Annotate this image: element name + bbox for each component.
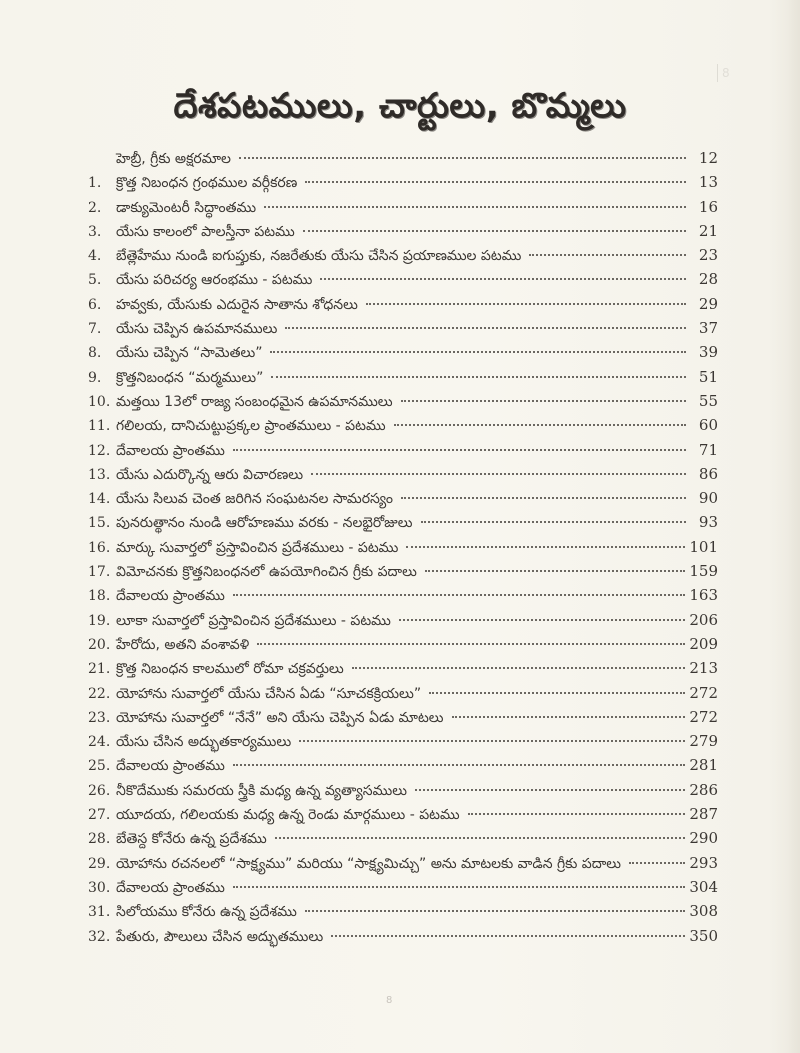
toc-entry-page-number: 60 [698, 416, 718, 435]
toc-entry-page-number: 93 [698, 513, 718, 532]
toc-entry-page-number: 23 [698, 246, 718, 265]
toc-entry-title: క్రొత్త నిబంధన కాలములో రోమా చక్రవర్తులు [116, 661, 344, 678]
dot-leader [320, 266, 686, 280]
footer-page-mark: 8 [386, 995, 393, 1006]
toc-entry-page-number: 101 [689, 537, 718, 556]
toc-entry-title: హేరోదు, అతని వంశావళి [116, 636, 250, 653]
toc-entry-page-number: 163 [689, 586, 718, 605]
toc-entry-title: యేసు ఎదుర్కొన్న ఆరు విచారణలు [116, 466, 304, 483]
dot-leader [629, 850, 685, 864]
toc-entry[interactable] [88, 170, 718, 194]
bleed-header-page-number: 8 [722, 66, 730, 80]
dot-leader [366, 291, 686, 305]
toc-entry[interactable] [88, 219, 718, 243]
toc-entry[interactable] [88, 583, 718, 607]
page-edge-shadow [788, 0, 800, 1053]
toc-entry[interactable] [88, 778, 718, 802]
dot-leader [352, 655, 686, 669]
toc-entry-page-number: 37 [698, 319, 718, 338]
toc-entry-page-number: 13 [698, 173, 718, 192]
dot-leader [425, 558, 685, 572]
toc-entry-title: గలిలయ, దానిచుట్టుప్రక్కల ప్రాంతములు - పటము [116, 418, 386, 435]
dot-leader [233, 752, 685, 766]
dot-leader [415, 777, 685, 791]
toc-entry-title: క్రొత్త నిబంధన గ్రంథముల వర్గీకరణ [116, 175, 298, 192]
toc-entry-title: మత్తయి 13లో రాజ్య సంబంధమైన ఉపమానములు [116, 393, 393, 410]
toc-entry-number: 28. [88, 831, 111, 848]
toc-entry[interactable] [88, 705, 718, 729]
dot-leader [233, 437, 686, 451]
toc-entry-number: 21. [88, 661, 111, 678]
toc-entry-number: 10. [88, 393, 111, 410]
dot-leader [270, 339, 686, 353]
toc-entry-page-number: 304 [689, 877, 718, 896]
toc-entry-number: 25. [88, 758, 111, 775]
toc-entry-page-number: 28 [698, 270, 718, 289]
toc-entry[interactable] [88, 851, 718, 875]
dot-leader [311, 461, 686, 475]
toc-entry[interactable] [88, 681, 718, 705]
dot-leader [429, 680, 685, 694]
toc-entry-page-number: 51 [698, 367, 718, 386]
toc-entry[interactable] [88, 438, 718, 462]
toc-entry-page-number: 209 [689, 634, 718, 653]
toc-entry-page-number: 71 [698, 440, 718, 459]
toc-entry-number: 20. [88, 636, 111, 653]
toc-entry-page-number: 213 [689, 659, 718, 678]
toc-entry-title: దేవాలయ ప్రాంతము [116, 758, 225, 775]
toc-entry-page-number: 281 [689, 756, 718, 775]
toc-entry-number: 6. [88, 296, 102, 313]
toc-entry-title: యేసు చెప్పిన “సామెతలు” [116, 345, 263, 362]
toc-entry-number: 12. [88, 442, 111, 459]
toc-entry-title: దేవాలయ ప్రాంతము [116, 879, 225, 896]
toc-entry-title: బేతెస్ద కోనేరు ఉన్న ప్రదేశము [116, 831, 267, 848]
dot-leader [401, 388, 686, 402]
toc-entry[interactable] [88, 316, 718, 340]
toc-entry-page-number: 272 [689, 683, 718, 702]
toc-entry-number: 24. [88, 734, 111, 751]
toc-entry-number: 27. [88, 807, 111, 824]
toc-entry-number: 15. [88, 515, 111, 532]
toc-entry-number: 16. [88, 539, 111, 556]
toc-entry-title: యేసు చెప్పిన ఉపమానములు [116, 321, 278, 338]
toc-entry-title: విమోచనకు క్రొత్తనిబంధనలో ఉపయోగించిన గ్రీకు పదాలు [116, 564, 417, 581]
toc-entry-title: పునరుత్థానం నుండి ఆరోహణము వరకు - నలభైరోజులు [116, 515, 413, 532]
toc-entry[interactable] [88, 875, 718, 899]
toc-entry-title: హెబ్రీ, గ్రీకు అక్షరమాల [116, 151, 231, 167]
dot-leader [421, 509, 687, 523]
toc-entry-number: 14. [88, 491, 111, 508]
toc-entry-title: సిలోయము కోనేరు ఉన్న ప్రదేశము [116, 904, 297, 921]
dot-leader [239, 145, 686, 159]
dot-leader [275, 825, 686, 839]
toc-entry-page-number: 350 [689, 926, 718, 945]
bleed-header-divider [717, 64, 718, 82]
dot-leader [331, 923, 685, 937]
dot-leader [257, 631, 685, 645]
toc-entry-page-number: 287 [689, 805, 718, 824]
toc-entry[interactable] [88, 462, 718, 486]
toc-entry-page-number: 286 [689, 780, 718, 799]
toc-entry-page-number: 55 [698, 391, 718, 410]
toc-entry-page-number: 206 [689, 610, 718, 629]
toc-entry[interactable] [88, 729, 718, 753]
toc-entry-page-number: 12 [698, 149, 718, 167]
table-of-contents [88, 146, 718, 948]
toc-entry-title: యోహాను రచనలలో “సాక్ష్యము” మరియు “సాక్ష్యమిచ్చు” అను మాటలకు వాడిన గ్రీకు పదాలు [116, 855, 622, 872]
toc-entry[interactable] [88, 656, 718, 680]
toc-entry-number: 32. [88, 928, 111, 945]
dot-leader [399, 607, 686, 621]
toc-entry-title: యేసు చేసిన అద్భుతకార్యములు [116, 734, 292, 751]
toc-entry-page-number: 86 [698, 464, 718, 483]
toc-entry-title: యేసు పరిచర్య ఆరంభము - పటము [116, 272, 313, 289]
dot-leader [401, 485, 686, 499]
toc-entry-title: యోహాను సువార్తలో “నేనే” అని యేసు చెప్పిన ఏడు మాటలు [116, 709, 444, 726]
toc-entry-number: 1. [88, 175, 102, 192]
toc-entry[interactable] [88, 535, 718, 559]
toc-entry-number: 4. [88, 248, 102, 265]
toc-entry-title: పేతురు, పౌలులు చేసిన అద్భుతములు [116, 928, 324, 945]
toc-entry-number: 2. [88, 199, 102, 216]
toc-entry-page-number: 279 [689, 732, 718, 751]
toc-entry[interactable] [88, 146, 718, 170]
toc-entry[interactable] [88, 510, 718, 534]
dot-leader [271, 364, 686, 378]
toc-entry-title: నీకొదేముకు సమరయ స్త్రీకి మధ్య ఉన్న వ్యత్యాసములు [116, 782, 408, 799]
toc-entry-number: 17. [88, 564, 111, 581]
toc-entry-title: యేసు కాలంలో పాలస్తీనా పటము [116, 223, 295, 240]
toc-entry-number: 22. [88, 685, 111, 702]
toc-entry-page-number: 290 [689, 829, 718, 848]
dot-leader [452, 704, 686, 718]
toc-entry-title: లూకా సువార్తలో ప్రస్తావించిన ప్రదేశములు - పటము [116, 612, 391, 629]
toc-entry[interactable] [88, 243, 718, 267]
toc-entry[interactable] [88, 267, 718, 291]
toc-entry[interactable] [88, 413, 718, 437]
toc-entry-number: 7. [88, 321, 102, 338]
toc-entry-page-number: 90 [698, 489, 718, 508]
toc-entry-title: హవ్వకు, యేసుకు ఎదురైన సాతాను శోధనలు [116, 296, 358, 313]
toc-entry[interactable] [88, 389, 718, 413]
toc-entry-page-number: 16 [698, 197, 718, 216]
dot-leader [305, 169, 686, 183]
toc-entry-title: యేసు సిలువ చెంత జరిగిన సంఘటనల సామరస్యం [116, 491, 393, 508]
dot-leader [406, 534, 685, 548]
toc-entry-page-number: 29 [698, 294, 718, 313]
toc-entry-number: 9. [88, 369, 102, 386]
toc-entry-number: 3. [88, 223, 102, 240]
toc-entry-title: దేవాలయ ప్రాంతము [116, 588, 225, 605]
dot-leader [285, 315, 686, 329]
toc-entry-page-number: 21 [698, 221, 718, 240]
dot-leader [305, 898, 686, 912]
toc-entry-number: 13. [88, 466, 111, 483]
toc-entry-number: 18. [88, 588, 111, 605]
toc-entry-number: 19. [88, 612, 111, 629]
toc-entry-title: బేత్లెహేము నుండి ఐగుప్తుకు, నజరేతుకు యేసు చేసిన ప్రయాణముల పటము [116, 248, 522, 265]
toc-entry[interactable] [88, 924, 718, 948]
toc-entry[interactable] [88, 826, 718, 850]
dot-leader [529, 242, 686, 256]
dot-leader [233, 582, 685, 596]
toc-entry-number: 8. [88, 345, 102, 362]
dot-leader [233, 874, 685, 888]
toc-entry-title: దేవాలయ ప్రాంతము [116, 442, 225, 459]
toc-entry-page-number: 308 [689, 902, 718, 921]
toc-entry[interactable] [88, 486, 718, 510]
toc-entry-title: మార్కు సువార్తలో ప్రస్తావించిన ప్రదేశములు - పటము [116, 539, 399, 556]
toc-entry-page-number: 159 [689, 562, 718, 581]
toc-entry[interactable] [88, 195, 718, 219]
toc-entry[interactable] [88, 632, 718, 656]
dot-leader [394, 412, 686, 426]
toc-entry-number: 30. [88, 879, 111, 896]
toc-entry[interactable] [88, 559, 718, 583]
dot-leader [303, 218, 686, 232]
toc-entry[interactable] [88, 340, 718, 364]
toc-entry-number: 29. [88, 855, 111, 872]
toc-entry[interactable] [88, 292, 718, 316]
toc-entry-number: 11. [88, 418, 111, 435]
dot-leader [264, 194, 686, 208]
toc-entry[interactable] [88, 753, 718, 777]
toc-entry-title: యోహాను సువార్తలో యేసు చేసిన ఏడు “సూచకక్రియలు” [116, 685, 422, 702]
toc-entry-page-number: 272 [689, 707, 718, 726]
toc-entry[interactable] [88, 608, 718, 632]
toc-entry-number: 5. [88, 272, 102, 289]
toc-entry-page-number: 293 [689, 853, 718, 872]
page-title: దేశపటములు, చార్టులు, బొమ్మలు [173, 86, 627, 126]
toc-entry[interactable] [88, 802, 718, 826]
toc-entry-title: క్రొత్తనిబంధన “మర్మములు” [116, 369, 264, 386]
toc-entry-page-number: 39 [698, 343, 718, 362]
toc-entry-number: 31. [88, 904, 111, 921]
toc-entry[interactable] [88, 365, 718, 389]
toc-entry-number: 23. [88, 709, 111, 726]
toc-entry-title: యూదయ, గలిలయకు మధ్య ఉన్న రెండు మార్గములు - పటము [116, 807, 460, 824]
toc-entry-number: 26. [88, 782, 111, 799]
toc-entry[interactable] [88, 899, 718, 923]
dot-leader [468, 801, 686, 815]
toc-entry-title: డాక్యుమెంటరీ సిద్ధాంతము [116, 199, 257, 216]
dot-leader [299, 728, 685, 742]
